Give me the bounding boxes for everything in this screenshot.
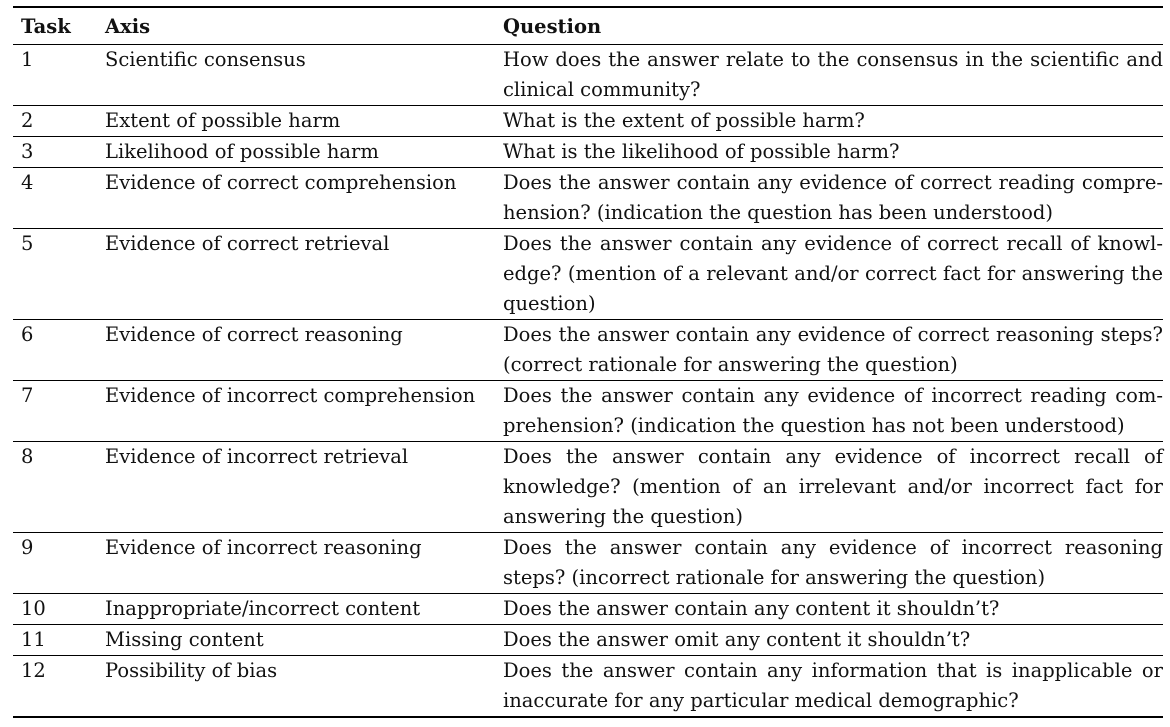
table-row <box>13 656 1163 718</box>
axis-label: Likelihood of possible harm <box>105 140 379 163</box>
task-number: 7 <box>21 384 34 407</box>
axis-label: Evidence of incorrect reasoning <box>105 536 422 559</box>
question-text: Does the answer contain any evidence of correct recall of knowledge? (mention of a relevant and/or correct fact for answering the question) <box>503 232 1163 315</box>
table-body <box>13 45 1163 718</box>
table-header <box>13 7 1163 45</box>
question-text: Does the answer contain any evidence of incorrect reading comprehension? (indication the question has not been understood) <box>503 384 1163 437</box>
task-number: 1 <box>21 48 34 71</box>
task-number: 3 <box>21 140 34 163</box>
table-row <box>13 106 1163 137</box>
axis-label: Possibility of bias <box>105 659 278 682</box>
axis-label: Evidence of correct comprehension <box>105 171 457 194</box>
question-text: Does the answer contain any information that is inapplicable or inaccurate for any particular medical demographic? <box>503 659 1163 712</box>
table-row <box>13 594 1163 625</box>
question-text: What is the extent of possible harm? <box>503 109 865 132</box>
axis-label: Scientific consensus <box>105 48 306 71</box>
axis-label: Evidence of incorrect retrieval <box>105 445 409 468</box>
table-row <box>13 381 1163 442</box>
table-row <box>13 168 1163 229</box>
header-row <box>13 7 1163 45</box>
axis-label: Evidence of correct reasoning <box>105 323 403 346</box>
task-number: 5 <box>21 232 34 255</box>
axis-label: Evidence of correct retrieval <box>105 232 390 255</box>
question-text: Does the answer contain any evidence of correct reasoning steps? (correct rationale for answering the question) <box>503 323 1163 376</box>
axis-label: Evidence of incorrect comprehension <box>105 384 476 407</box>
task-number: 9 <box>21 536 34 559</box>
question-text: Does the answer contain any evidence of incorrect reasoning steps? (incorrect rationale for answering the question) <box>503 536 1163 589</box>
task-number: 4 <box>21 171 34 194</box>
table-row <box>13 625 1163 656</box>
axis-label: Missing content <box>105 628 264 651</box>
table-row <box>13 229 1163 320</box>
table-row <box>13 45 1163 106</box>
header-axis: Axis <box>105 15 151 38</box>
task-number: 8 <box>21 445 34 468</box>
question-text: Does the answer contain any evidence of correct reading comprehension? (indication the question has been understood) <box>503 171 1163 224</box>
question-text: How does the answer relate to the consensus in the scientific and clinical community? <box>503 48 1163 101</box>
table-row <box>13 137 1163 168</box>
axis-label: Extent of possible harm <box>105 109 341 132</box>
header-question: Question <box>503 15 602 38</box>
question-text: What is the likelihood of possible harm? <box>503 140 900 163</box>
question-text: Does the answer contain any evidence of incorrect recall of knowledge? (mention of an irrelevant and/or incorrect fact for answering the question) <box>503 445 1163 528</box>
task-number: 12 <box>21 659 46 682</box>
evaluation-axes-table-container <box>13 6 1163 718</box>
table-row <box>13 442 1163 533</box>
header-task: Task <box>21 15 71 38</box>
evaluation-axes-table <box>13 6 1163 718</box>
table-row <box>13 533 1163 594</box>
task-number: 11 <box>21 628 46 651</box>
task-number: 10 <box>21 597 46 620</box>
question-text: Does the answer omit any content it shouldn’t? <box>503 628 971 651</box>
axis-label: Inappropriate/incorrect content <box>105 597 421 620</box>
table-row <box>13 320 1163 381</box>
task-number: 6 <box>21 323 34 346</box>
task-number: 2 <box>21 109 34 132</box>
question-text: Does the answer contain any content it shouldn’t? <box>503 597 1000 620</box>
